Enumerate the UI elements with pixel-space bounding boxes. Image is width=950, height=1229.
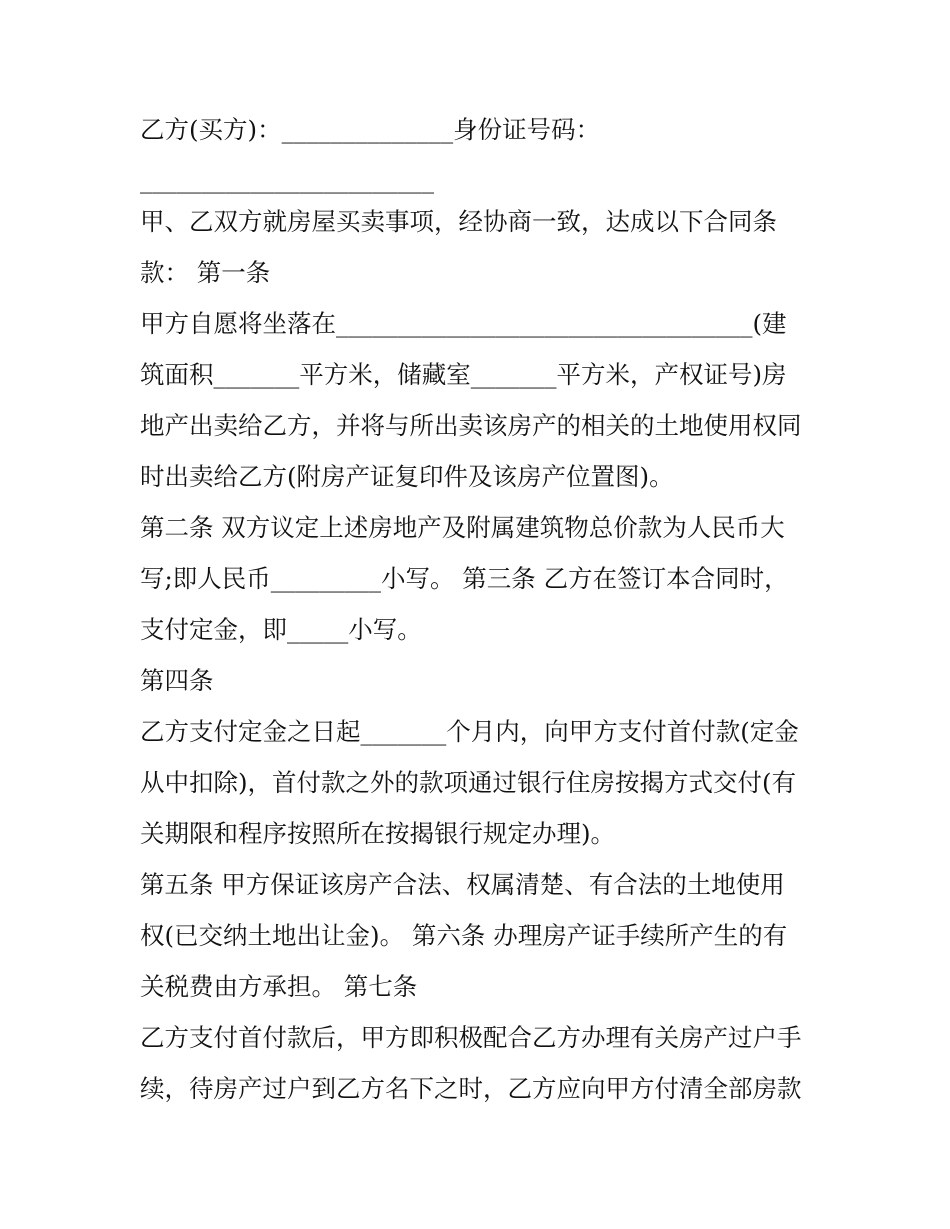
article-1-line-4: 时出卖给乙方(附房产证复印件及该房产位置图)。: [140, 462, 674, 491]
buyer-id-line: 乙方(买方)：______________身份证号码：: [140, 115, 601, 144]
article-1-line-2: 筑面积_______平方米，储藏室_______平方米，产权证号)房: [140, 360, 787, 389]
article-1-line-1: 甲方自愿将坐落在__________________________________(建: [140, 309, 787, 338]
article-7-line-2: 续，待房产过户到乙方名下之时，乙方应向甲方付清全部房款: [140, 1074, 802, 1103]
article-4-line-2: 从中扣除)，首付款之外的款项通过银行住房按揭方式交付(有: [140, 768, 797, 797]
preamble-line-1: 甲、乙双方就房屋买卖事项，经协商一致，达成以下合同条: [140, 207, 777, 236]
article-1-line-3: 地产出卖给乙方，并将与所出卖该房产的相关的土地使用权同: [140, 411, 802, 440]
id-number-blank-line: ________________________: [140, 165, 434, 194]
article-6-7-line: 关税费由方承担。 第七条: [140, 972, 418, 1001]
article-7-line-1: 乙方支付首付款后，甲方即积极配合乙方办理有关房产过户手: [140, 1023, 802, 1052]
article-2-line-1: 第二条 双方议定上述房地产及附属建筑物总价款为人民币大: [140, 513, 785, 542]
article-4-line-3: 关期限和程序按照所在按揭银行规定办理)。: [140, 819, 616, 848]
article-4-heading: 第四条: [140, 666, 214, 695]
article-2-3-line: 写;即人民币_________小写。 第三条 乙方在签订本合同时，: [140, 564, 789, 593]
article-5-6-line: 权(已交纳土地出让金)。 第六条 办理房产证手续所产生的有: [140, 921, 788, 950]
preamble-line-2: 款： 第一条: [140, 258, 271, 287]
article-5-line-1: 第五条 甲方保证该房产合法、权属清楚、有合法的土地使用: [140, 870, 785, 899]
article-4-line-1: 乙方支付定金之日起_______个月内，向甲方支付首付款(定金: [140, 717, 799, 746]
article-3-line-2: 支付定金，即_____小写。: [140, 615, 422, 644]
